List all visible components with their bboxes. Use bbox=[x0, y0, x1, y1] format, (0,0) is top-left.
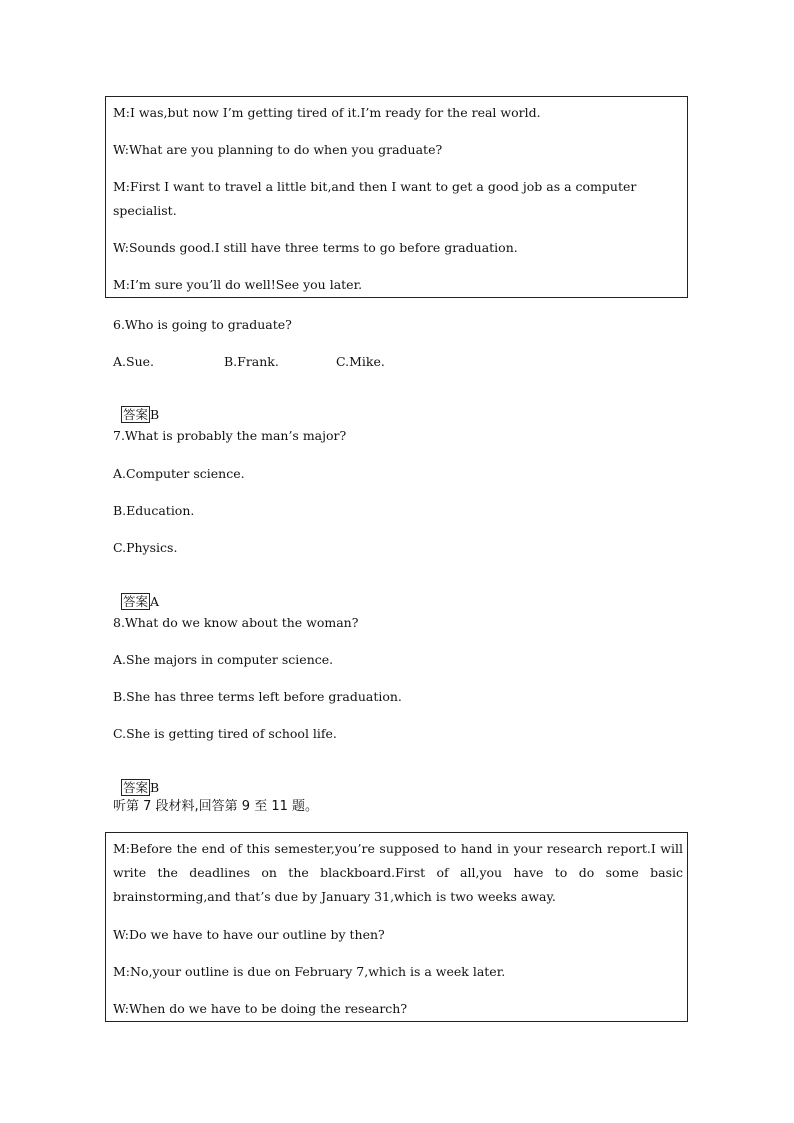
dialogue-line: M:Before the end of this semester,you’re supposed to hand in your research report.I will write the deadlines on the blackboard.First of all,you have to do some basic brainstorming,and that’s due by January 31,which is two weeks away. bbox=[113, 841, 683, 904]
section-heading: 听第 7 段材料,回答第 9 至 11 题。 bbox=[113, 799, 319, 814]
dialogue-box-1 bbox=[105, 96, 688, 298]
dialogue-box-2 bbox=[105, 832, 688, 1022]
q6-option-c: C.Mike. bbox=[336, 354, 385, 369]
answer-badge: 答案 bbox=[122, 407, 148, 422]
q8-option-b: B.She has three terms left before graduation. bbox=[113, 689, 402, 704]
dialogue-line: W:Do we have to have our outline by then? bbox=[113, 927, 385, 942]
q6-answer bbox=[113, 390, 159, 423]
q7-option-c: C.Physics. bbox=[113, 540, 178, 555]
q7-answer bbox=[113, 577, 159, 610]
dialogue-line: M:I’m sure you’ll do well!See you later. bbox=[113, 277, 363, 292]
dialogue-line: M:I was,but now I’m getting tired of it.I’m ready for the real world. bbox=[113, 105, 541, 120]
q7-option-b: B.Education. bbox=[113, 503, 195, 518]
answer-value: B bbox=[149, 407, 160, 422]
question-7: 7.What is probably the man’s major? bbox=[113, 428, 347, 443]
answer-badge: 答案 bbox=[122, 594, 148, 609]
question-8: 8.What do we know about the woman? bbox=[113, 615, 359, 630]
answer-value: B bbox=[149, 780, 160, 795]
q6-option-b: B.Frank. bbox=[224, 354, 279, 369]
q8-answer bbox=[113, 763, 159, 796]
question-6: 6.Who is going to graduate? bbox=[113, 317, 292, 332]
answer-value: A bbox=[149, 594, 159, 609]
q7-option-a: A.Computer science. bbox=[113, 466, 245, 481]
q6-option-a: A.Sue. bbox=[113, 354, 154, 369]
q8-option-a: A.She majors in computer science. bbox=[113, 652, 334, 667]
dialogue-line: M:No,your outline is due on February 7,which is a week later. bbox=[113, 964, 506, 979]
q8-option-c: C.She is getting tired of school life. bbox=[113, 726, 337, 741]
dialogue-line: W:Sounds good.I still have three terms to go before graduation. bbox=[113, 240, 518, 255]
dialogue-line: M:First I want to travel a little bit,and then I want to get a good job as a computer specialist. bbox=[113, 179, 637, 218]
dialogue-line: W:When do we have to be doing the research? bbox=[113, 1001, 408, 1016]
dialogue-line: W:What are you planning to do when you graduate? bbox=[113, 142, 443, 157]
answer-badge: 答案 bbox=[122, 780, 148, 795]
